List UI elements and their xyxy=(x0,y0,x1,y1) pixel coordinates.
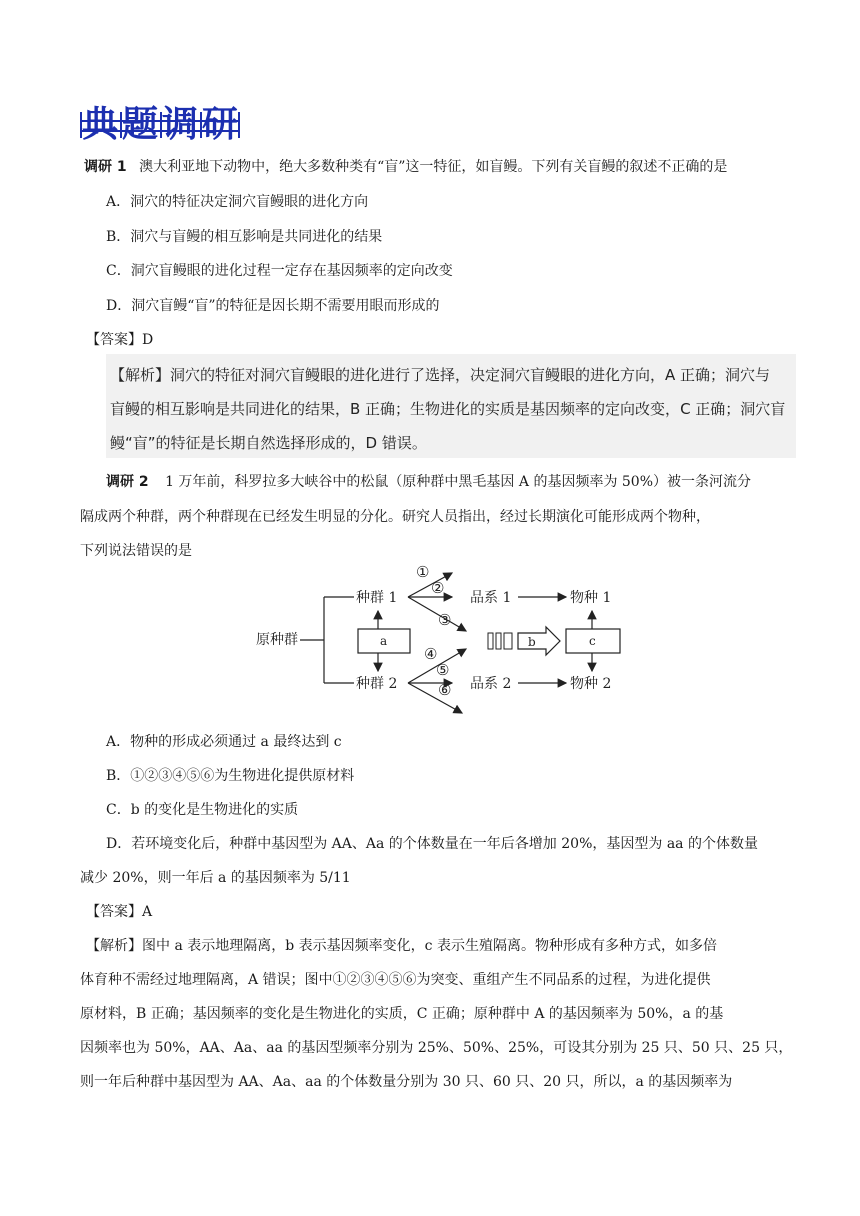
species-2-label: 物种 2 xyxy=(570,676,612,692)
question-1-stem xyxy=(84,156,727,176)
question-2-stem xyxy=(106,471,751,491)
q1-option-c: C．洞穴盲鳗眼的进化过程一定存在基因频率的定向改变 xyxy=(106,263,453,279)
mark-6: ⑥ xyxy=(438,681,452,699)
question-2-label: 调研 2 xyxy=(106,474,149,490)
arrow-b xyxy=(518,627,560,655)
mark-5: ⑤ xyxy=(436,661,450,679)
q2-analysis-line: 因频率也为 50%，AA、Aa、aa 的基因型频率分别为 25%、50%、25%，可设其分别为 25 只、50 只、25 只， xyxy=(80,1040,793,1056)
population-2-label: 种群 2 xyxy=(356,676,398,692)
question-1-label: 调研 1 xyxy=(84,159,127,175)
mark-1: ① xyxy=(416,563,430,581)
box-b-label: b xyxy=(528,635,536,649)
question-1-text: 澳大利亚地下动物中，绝大多数种类有“盲”这一特征，如盲鳗。下列有关盲鳗的叙述不正确的是 xyxy=(139,159,728,175)
question-2-text: 1 万年前，科罗拉多大峡谷中的松鼠（原种群中黑毛基因 A 的基因频率为 50%）被一条河流分 xyxy=(165,474,752,490)
q2-answer: 【答案】A xyxy=(86,904,153,920)
q2-option-d-cont: 减少 20%，则一年后 a 的基因频率为 5/11 xyxy=(80,870,351,886)
q1-option-d: D．洞穴盲鳗“盲”的特征是因长期不需要用眼而形成的 xyxy=(106,298,440,314)
strain-2-label: 品系 2 xyxy=(470,676,512,692)
q2-option-b: B．①②③④⑤⑥为生物进化提供原材料 xyxy=(106,768,355,784)
logo-text: 典题调研 xyxy=(82,104,243,144)
q1-analysis-line: 盲鳗的相互影响是共同进化的结果，B 正确；生物进化的实质是基因频率的定向改变，C 正确；洞穴盲 xyxy=(110,400,786,418)
q2-option-d: D．若环境变化后，种群中基因型为 AA、Aa 的个体数量在一年后各增加 20%，基因型为 aa 的个体数量 xyxy=(106,836,758,852)
q2-analysis-line: 【解析】图中 a 表示地理隔离，b 表示基因频率变化，c 表示生殖隔离。物种形成有多种方式，如多倍 xyxy=(86,938,717,954)
species-1-label: 物种 1 xyxy=(570,590,612,606)
speciation-diagram xyxy=(256,563,636,723)
q1-option-b: B．洞穴与盲鳗的相互影响是共同进化的结果 xyxy=(106,229,383,245)
box-a-label: a xyxy=(380,634,388,648)
q2-option-a: A．物种的形成必须通过 a 最终达到 c xyxy=(106,734,342,750)
box-c-label: c xyxy=(589,634,596,648)
q1-analysis-line: 【解析】洞穴的特征对洞穴盲鳗眼的进化进行了选择，决定洞穴盲鳗眼的进化方向，A 正确；洞穴与 xyxy=(110,366,771,384)
mark-2: ② xyxy=(431,579,445,597)
strain-1-label: 品系 1 xyxy=(470,590,512,606)
q2-analysis-line: 则一年后种群中基因型为 AA、Aa、aa 的个体数量分别为 30 只、60 只、20 只，所以，a 的基因频率为 xyxy=(80,1074,733,1090)
origin-population-label: 原种群 xyxy=(256,632,298,648)
q2-analysis-line: 原材料，B 正确；基因频率的变化是生物进化的实质，C 正确；原种群中 A 的基因频率为 50%，a 的基 xyxy=(80,1006,724,1022)
population-1-label: 种群 1 xyxy=(356,590,398,606)
q1-answer: 【答案】D xyxy=(86,332,154,348)
q2-option-c: C．b 的变化是生物进化的实质 xyxy=(106,802,299,818)
q2-stem-line: 下列说法错误的是 xyxy=(80,543,192,559)
q1-option-a: A．洞穴的特征决定洞穴盲鳗眼的进化方向 xyxy=(106,194,369,210)
mark-4: ④ xyxy=(424,645,438,663)
q1-analysis-line: 鳗“盲”的特征是长期自然选择形成的，D 错误。 xyxy=(110,434,427,452)
section-logo xyxy=(80,104,244,144)
q2-stem-line: 隔成两个种群，两个种群现在已经发生明显的分化。研究人员指出，经过长期演化可能形成两个物种， xyxy=(80,509,710,525)
mark-3: ③ xyxy=(438,611,452,629)
q2-analysis-line: 体育种不需经过地理隔离，A 错误；图中①②③④⑤⑥为突变、重组产生不同品系的过程，为进化提供 xyxy=(80,972,711,988)
